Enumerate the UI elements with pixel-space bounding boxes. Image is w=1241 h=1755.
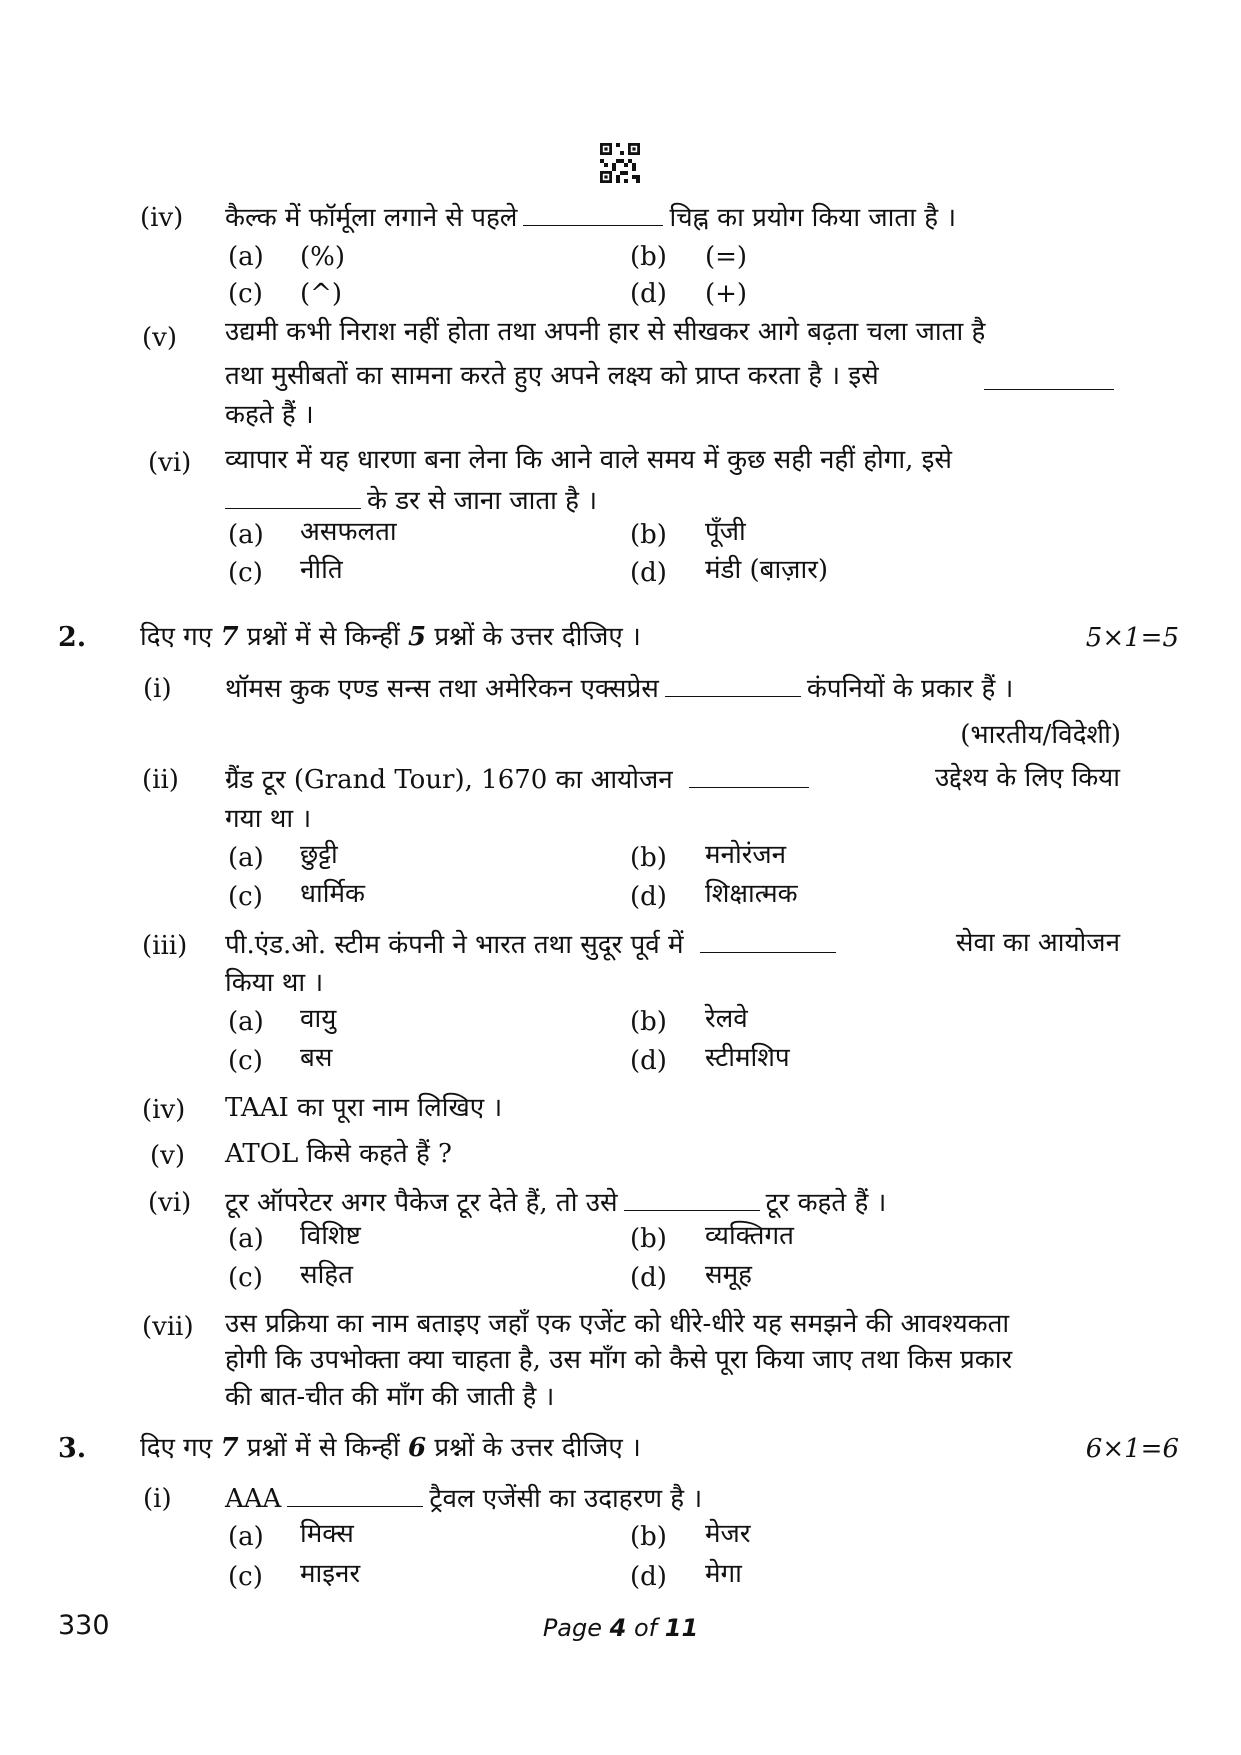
q2-vi-option-d: समूह: [705, 1260, 752, 1290]
q1-v-line2: तथा मुसीबतों का सामना करते हुए अपने लक्ष्य को प्राप्त करता है । इसे: [225, 359, 1120, 393]
q2-ii-number: (ii): [142, 765, 179, 795]
q1-vi-line2: के डर से जाना जाता है ।: [225, 482, 597, 518]
q2-iii-option-c: बस: [300, 1043, 333, 1073]
q3-i-option-a-label: (a): [228, 1522, 264, 1552]
q2-iii-option-c-label: (c): [228, 1046, 263, 1076]
q2-vi-option-a-label: (a): [228, 1224, 264, 1254]
q2-vii-line1: उस प्रक्रिया का नाम बताइए जहाँ एक एजेंट को धीरे-धीरे यह समझने की आवश्यकता: [225, 1309, 1010, 1339]
q1-vi-option-b-label: (b): [630, 520, 667, 550]
q3-marks: 6×1=6: [1085, 1434, 1179, 1464]
q1-vi-option-d: मंडी (बाज़ार): [705, 555, 828, 585]
q3-i-text: AAA ट्रैवल एजेंसी का उदाहरण है ।: [225, 1480, 702, 1516]
paper-code: 330: [58, 1610, 110, 1641]
q1-vi-option-a: असफलता: [300, 517, 397, 547]
q2-vii-line3: की बात-चीत की माँग की जाती है ।: [225, 1382, 555, 1412]
q1-iv-option-b: (=): [705, 242, 748, 272]
q2-vii-number: (vii): [142, 1312, 194, 1342]
q2-instruction: दिए गए 7 प्रश्नों में से किन्हीं 5 प्रश्नों के उत्तर दीजिए ।: [140, 622, 641, 652]
q3-i-option-d: मेगा: [705, 1559, 742, 1589]
q3-instruction: दिए गए 7 प्रश्नों में से किन्हीं 6 प्रश्नों के उत्तर दीजिए ।: [140, 1433, 641, 1463]
q2-ii-line2: गया था ।: [225, 804, 312, 834]
q3-i-number: (i): [143, 1484, 172, 1514]
q2-ii-option-b-label: (b): [630, 843, 667, 873]
q1-vi-option-d-label: (d): [630, 558, 667, 588]
q2-ii-option-c: धार्मिक: [300, 879, 365, 909]
q2-vi-option-b-label: (b): [630, 1224, 667, 1254]
q1-vi-option-a-label: (a): [228, 520, 264, 550]
q3-i-option-c-label: (c): [228, 1562, 263, 1592]
q2-iv-number: (iv): [142, 1095, 186, 1125]
q2-iii-number: (iii): [142, 931, 188, 961]
q3-number: 3.: [58, 1433, 87, 1464]
q1-vi-line1: व्यापार में यह धारणा बना लेना कि आने वाले समय में कुछ सही नहीं होगा, इसे: [225, 445, 953, 475]
q3-i-option-c: माइनर: [300, 1559, 361, 1589]
q1-v-number: (v): [142, 323, 177, 353]
q1-v-line3: कहते हैं ।: [225, 400, 314, 430]
q2-ii-option-c-label: (c): [228, 882, 263, 912]
q1-vi-option-c-label: (c): [228, 558, 263, 588]
q2-iii-option-d-label: (d): [630, 1046, 667, 1076]
q1-vi-option-c: नीति: [300, 555, 343, 585]
q1-iv-option-b-label: (b): [630, 242, 667, 272]
q2-ii-option-a-label: (a): [228, 843, 264, 873]
q3-i-option-b-label: (b): [630, 1522, 667, 1552]
q2-vi-option-c: सहित: [300, 1260, 353, 1290]
page-indicator: Page 4 of 11: [542, 1614, 699, 1642]
q2-ii-option-b: मनोरंजन: [705, 840, 787, 870]
q2-vi-number: (vi): [148, 1188, 192, 1218]
q2-iv-text: TAAI का पूरा नाम लिखिए ।: [225, 1093, 503, 1123]
q1-iv-number: (iv): [140, 203, 184, 233]
q2-ii-option-d: शिक्षात्मक: [705, 879, 798, 909]
q2-vi-option-b: व्यक्तिगत: [705, 1221, 794, 1251]
q1-iv-option-a-label: (a): [228, 242, 264, 272]
q2-i-number: (i): [143, 674, 172, 704]
q2-iii-line2: किया था ।: [225, 968, 324, 998]
q2-v-text: ATOL किसे कहते हैं ?: [225, 1139, 452, 1169]
q3-i-option-d-label: (d): [630, 1562, 667, 1592]
q2-vi-option-c-label: (c): [228, 1263, 263, 1293]
q2-iii-option-a: वायु: [300, 1004, 337, 1034]
q1-v-line1: उद्यमी कभी निराश नहीं होता तथा अपनी हार से सीखकर आगे बढ़ता चला जाता है: [225, 317, 986, 347]
q2-iii-option-d: स्टीमशिप: [705, 1043, 790, 1073]
q1-iv-option-d-label: (d): [630, 279, 667, 309]
q1-iv-text: कैल्क में फॉर्मूला लगाने से पहले चिह्न का प्रयोग किया जाता है ।: [225, 199, 956, 235]
qr-code-icon: [600, 143, 640, 183]
q2-vii-line2: होगी कि उपभोक्ता क्या चाहता है, उस माँग को कैसे पूरा किया जाए तथा किस प्रकार: [225, 1345, 1013, 1375]
q2-ii-line1: ग्रैंड टूर (Grand Tour), 1670 का आयोजन उद्देश्य के लिए किया: [225, 763, 1120, 795]
q2-i-text: थॉमस कुक एण्ड सन्स तथा अमेरिकन एक्सप्रेस कंपनियों के प्रकार हैं ।: [225, 670, 1013, 706]
q2-iii-option-b: रेलवे: [705, 1004, 748, 1034]
q3-i-option-b: मेजर: [705, 1519, 751, 1549]
q2-vi-option-a: विशिष्ट: [300, 1221, 361, 1251]
q2-iii-option-a-label: (a): [228, 1007, 264, 1037]
q2-iii-option-b-label: (b): [630, 1007, 667, 1037]
q2-number: 2.: [58, 622, 87, 653]
q2-i-hint: (भारतीय/विदेशी): [960, 720, 1121, 750]
q1-iv-option-d: (+): [705, 279, 748, 309]
q2-ii-option-d-label: (d): [630, 882, 667, 912]
q2-vi-text: टूर ऑपरेटर अगर पैकेज टूर देते हैं, तो उसे टूर कहते हैं ।: [225, 1184, 886, 1220]
q2-ii-option-a: छुट्टी: [300, 840, 338, 870]
q2-marks: 5×1=5: [1085, 623, 1179, 653]
q1-iv-option-c-label: (c): [228, 279, 263, 309]
q2-iii-line1: पी.एंड.ओ. स्टीम कंपनी ने भारत तथा सुदूर पूर्व में सेवा का आयोजन: [225, 928, 1120, 960]
q1-iv-option-a: (%): [300, 242, 345, 272]
q1-iv-option-c: (^): [300, 279, 343, 309]
q1-vi-number: (vi): [148, 448, 192, 478]
q2-vi-option-d-label: (d): [630, 1263, 667, 1293]
q3-i-option-a: मिक्स: [300, 1519, 354, 1549]
q2-v-number: (v): [150, 1141, 185, 1171]
q1-vi-option-b: पूँजी: [705, 517, 746, 547]
